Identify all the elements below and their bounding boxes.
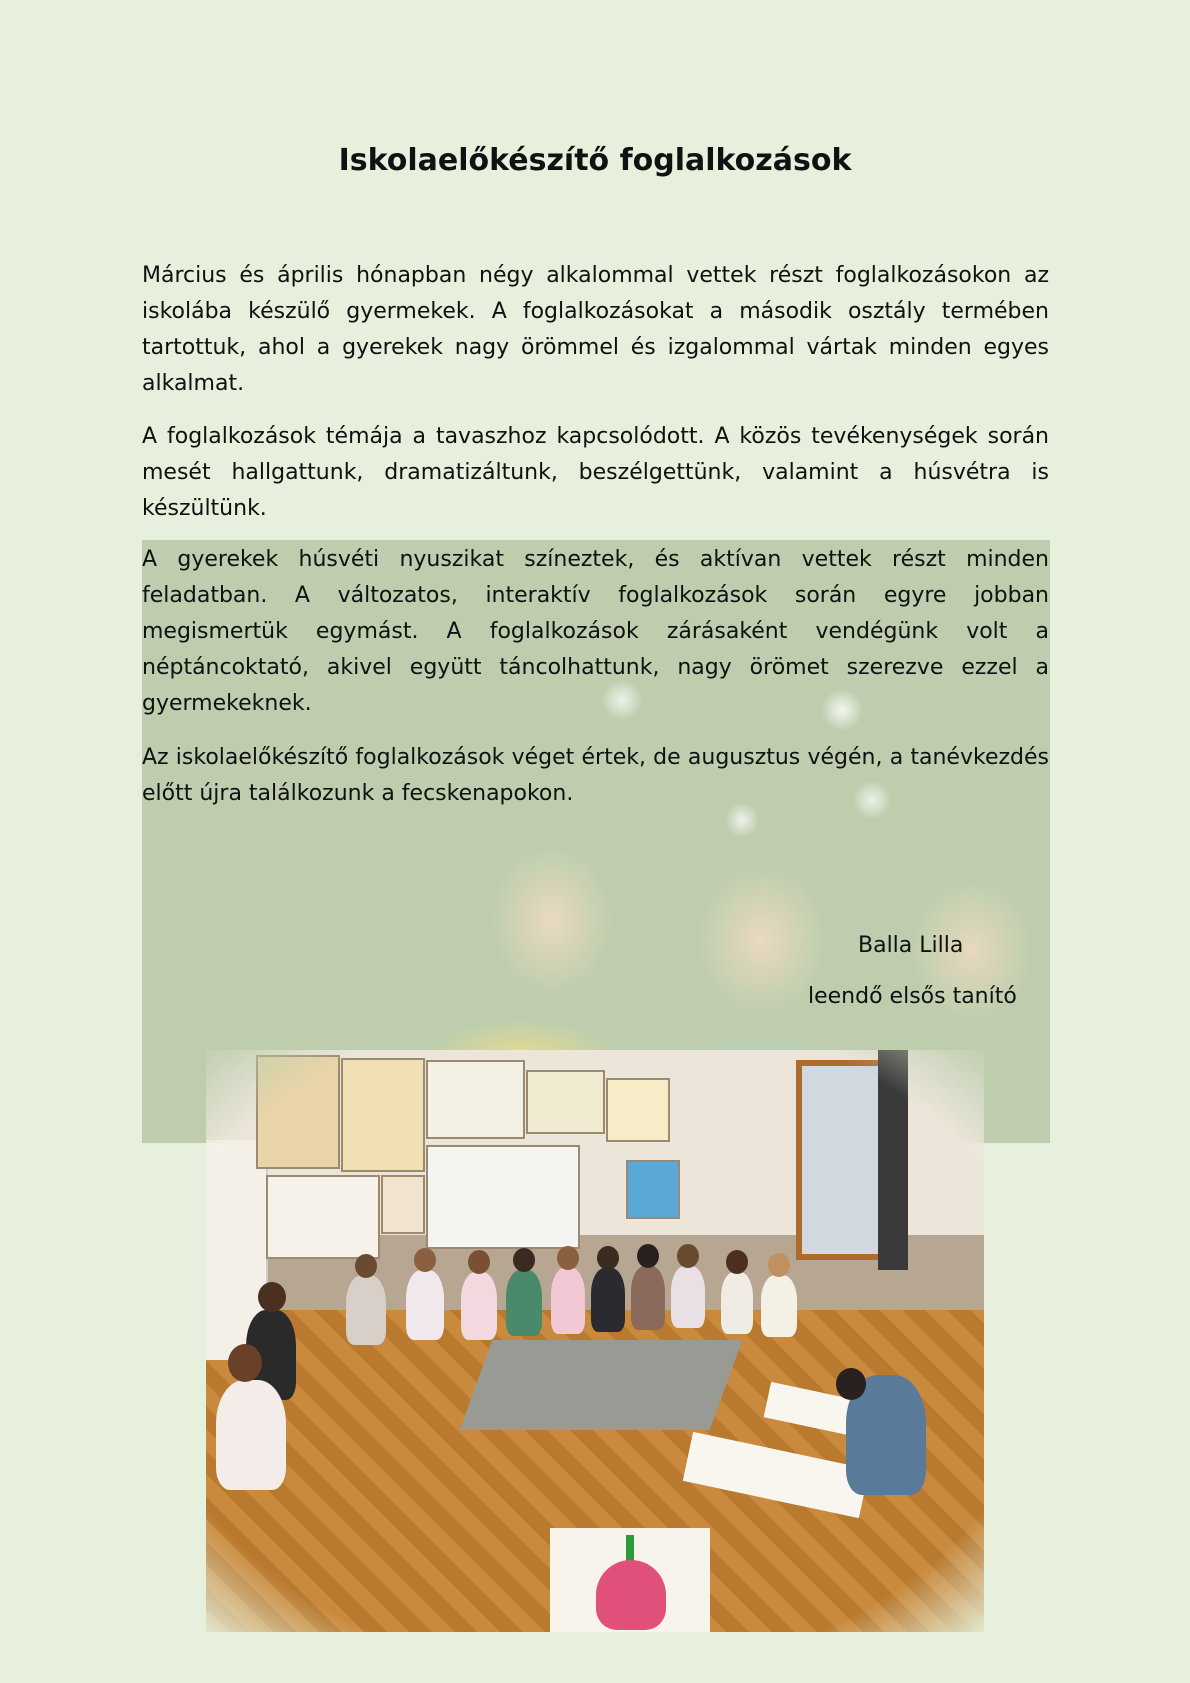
photo-tulip [596,1560,666,1630]
photo-curtain [878,1050,908,1270]
signature-name: Balla Lilla [858,933,964,958]
paragraph-1: Március és április hónapban négy alkalommal vettek részt foglalkozásokon az iskolába készülő gyermekek. A foglalkozásokat a második osztály termében tartottuk, ahol a gyerekek nagy örömmel és izgalommal vártak minden egyes alkalmat. [142,263,1049,396]
photo-child-head [468,1250,490,1274]
photo-child-head [258,1282,286,1312]
paragraph-3: A gyerekek húsvéti nyuszikat színeztek, és aktívan vettek részt minden feladatban. A változatos, interaktív foglalkozások során egyre jobban megismertük egymást. A foglalkozások zárásaként vendégünk volt a néptáncoktató, akivel együtt táncolhattunk, nagy örömet szerezve ezzel a gyermekeknek. [142,547,1049,716]
photo-child [346,1275,386,1345]
photo-child-head [637,1244,659,1268]
paragraph-2: A foglalkozások témája a tavaszhoz kapcsolódott. A közös tevékenységek során mesét hallgattunk, dramatizáltunk, beszélgettünk, valamint a húsvétra is készültünk. [142,424,1049,521]
photo-child-head [768,1253,790,1277]
document-title: Iskolaelőkészítő foglalkozások [338,143,852,178]
photo-child-head [557,1246,579,1270]
photo-child [406,1270,444,1340]
photo-rug [460,1340,743,1430]
signature-role: leendő elsős tanító [808,984,1017,1009]
photo-child-head [414,1248,436,1272]
photo-poster [526,1070,605,1134]
photo-child-head [597,1246,619,1270]
photo-poster [381,1175,425,1234]
photo-child-head [677,1244,699,1268]
photo-poster [626,1160,680,1219]
photo-child [216,1380,286,1490]
photo-poster [266,1175,380,1259]
classroom-photo [206,1050,984,1632]
paragraph-4: Az iskolaelőkészítő foglalkozások véget értek, de augusztus végén, a tanévkezdés előtt újra találkozunk a fecskenapokon. [142,745,1049,806]
photo-child [551,1268,585,1334]
photo-child-head [726,1250,748,1274]
photo-child [591,1268,625,1332]
photo-child-head [228,1344,262,1382]
photo-child [461,1272,497,1340]
photo-adult-head [836,1368,866,1400]
photo-child [671,1266,705,1328]
photo-child-head [355,1254,377,1278]
photo-child-head [513,1248,535,1272]
photo-child [761,1275,797,1337]
photo-window [796,1060,886,1260]
photo-child [506,1270,542,1336]
photo-poster [426,1145,580,1249]
photo-poster [606,1078,670,1142]
photo-child [631,1266,665,1330]
photo-poster [426,1060,525,1139]
photo-child [721,1272,753,1334]
photo-poster [341,1058,425,1172]
photo-poster [256,1055,340,1169]
